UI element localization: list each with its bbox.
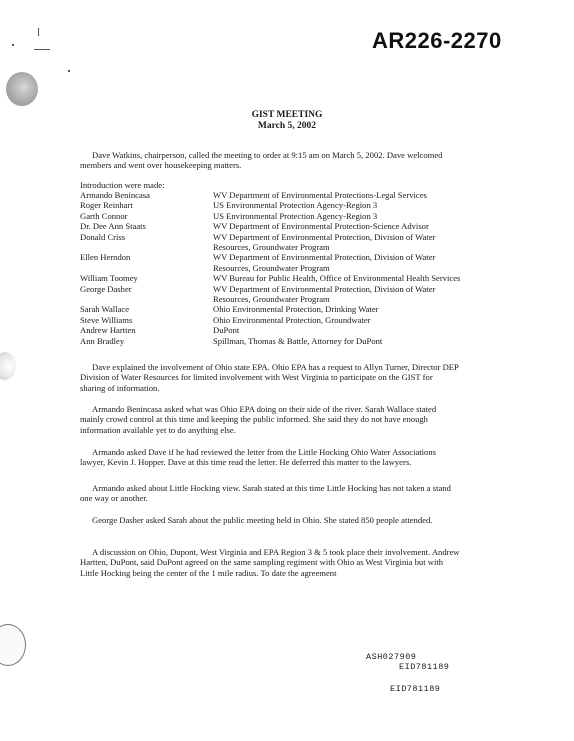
attendee-row	[80, 304, 480, 314]
attendee-name: Armando Benincasa	[80, 190, 150, 200]
body-paragraph: Armando asked about Little Hocking view. Sarah stated at this time Little Hocking has not taken a stand one way or another.	[80, 483, 451, 504]
attendee-row	[80, 273, 480, 283]
attendee-row	[80, 325, 480, 335]
attendee-organization: WV Bureau for Public Health, Office of Environmental Health Services	[213, 273, 461, 284]
attendee-name: Garth Connor	[80, 210, 128, 221]
attendee-row	[80, 232, 480, 253]
attendee-name: Sarah Wallace	[80, 304, 130, 315]
attendee-name: Andrew Hartten	[80, 325, 136, 336]
scan-mark	[34, 49, 50, 50]
scan-mark	[38, 28, 39, 36]
attendee-row	[80, 190, 480, 200]
attendee-name: Roger Reinhart	[80, 200, 133, 211]
attendee-organization: WV Department of Environmental Protection, Division of Water Resources, Groundwater Program	[213, 252, 436, 273]
attendee-organization: Spillman, Thomas & Battle, Attorney for DuPont	[213, 335, 383, 346]
attendee-row	[80, 211, 480, 221]
attendee-organization: US Environmental Protection Agency-Region 3	[213, 210, 378, 221]
bates-stamp-eid-1: EID781189	[399, 662, 450, 672]
body-paragraph: Armando asked Dave if he had reviewed the letter from the Little Hocking Ohio Water Associations lawyer, Kevin J. Hopper. Dave at this time read the letter. He deferred this matter to the lawyers.	[80, 447, 436, 468]
punch-hole-bottom	[0, 624, 26, 666]
attendee-organization: WV Department of Environmental Protection-Science Advisor	[213, 221, 429, 232]
attendee-organization: WV Department of Environmental Protection, Division of Water Resources, Groundwater Program	[213, 231, 436, 253]
attendee-row	[80, 315, 480, 325]
scan-mark	[68, 70, 70, 72]
bates-stamp-ash: ASH027909	[366, 652, 417, 662]
bates-stamp-eid-2: EID781189	[390, 684, 441, 694]
body-paragraph: Armando Benincasa asked what was Ohio EPA doing on their side of the river. Sarah Wallace stated mainly crowd control at this time and keeping the public informed. She said they do not have enough information available yet to do anything else.	[80, 404, 437, 435]
attendee-row	[80, 200, 480, 210]
attendee-row	[80, 221, 480, 231]
punch-hole-middle	[0, 352, 16, 380]
attendee-organization: Ohio Environmental Protection, Drinking Water	[213, 304, 379, 315]
attendee-name: William Toomey	[80, 273, 138, 284]
attendee-row	[80, 252, 480, 273]
attendee-row	[80, 284, 480, 305]
punch-hole-top	[6, 72, 38, 106]
attendee-organization: DuPont	[213, 325, 240, 336]
attendee-name: Donald Criss	[80, 231, 126, 242]
body-paragraph: George Dasher asked Sarah about the public meeting held in Ohio. She stated 850 people attended.	[92, 515, 433, 525]
attendee-name: Dr. Dee Ann Staats	[80, 221, 146, 232]
opening-paragraph: Dave Watkins, chairperson, called the meeting to order at 9:15 am on March 5, 2002. Dave welcomed members and went over housekeeping matters.	[80, 150, 443, 171]
scan-mark	[12, 44, 14, 46]
attendee-organization: WV Department of Environmental Protections-Legal Services	[213, 190, 427, 200]
attendee-name: Ann Bradley	[80, 335, 125, 346]
attendee-name: Steve Williams	[80, 314, 133, 325]
attendee-organization: Ohio Environmental Protection, Groundwater	[213, 314, 371, 325]
attendee-row	[80, 336, 480, 346]
body-paragraph: Dave explained the involvement of Ohio state EPA. Ohio EPA has a request to Allyn Turner, Director DEP Division of Water Resources for limited involvement with West Virginia to participate on the GIST for sharing of information.	[80, 362, 459, 393]
attendee-list	[80, 190, 480, 346]
document-date: March 5, 2002	[257, 121, 317, 131]
attendee-organization: US Environmental Protection Agency-Region 3	[213, 200, 378, 211]
body-paragraph: A discussion on Ohio, Dupont, West Virginia and EPA Region 3 & 5 took place their involvement. Andrew Hartten, DuPont, said DuPont agreed on the same sampling regiment with Ohio as West Virginia but with Little Hocking being the center of the 1 mile radius. To date the agreement	[80, 547, 460, 578]
attendee-name: George Dasher	[80, 283, 132, 294]
bates-number-header: AR226-2270	[372, 28, 502, 53]
introduction-heading: Introduction were made:	[80, 180, 165, 190]
attendee-name: Ellen Herndon	[80, 252, 131, 263]
document-title: GIST MEETING	[251, 110, 323, 120]
attendee-organization: WV Department of Environmental Protection, Division of Water Resources, Groundwater Program	[213, 283, 436, 305]
